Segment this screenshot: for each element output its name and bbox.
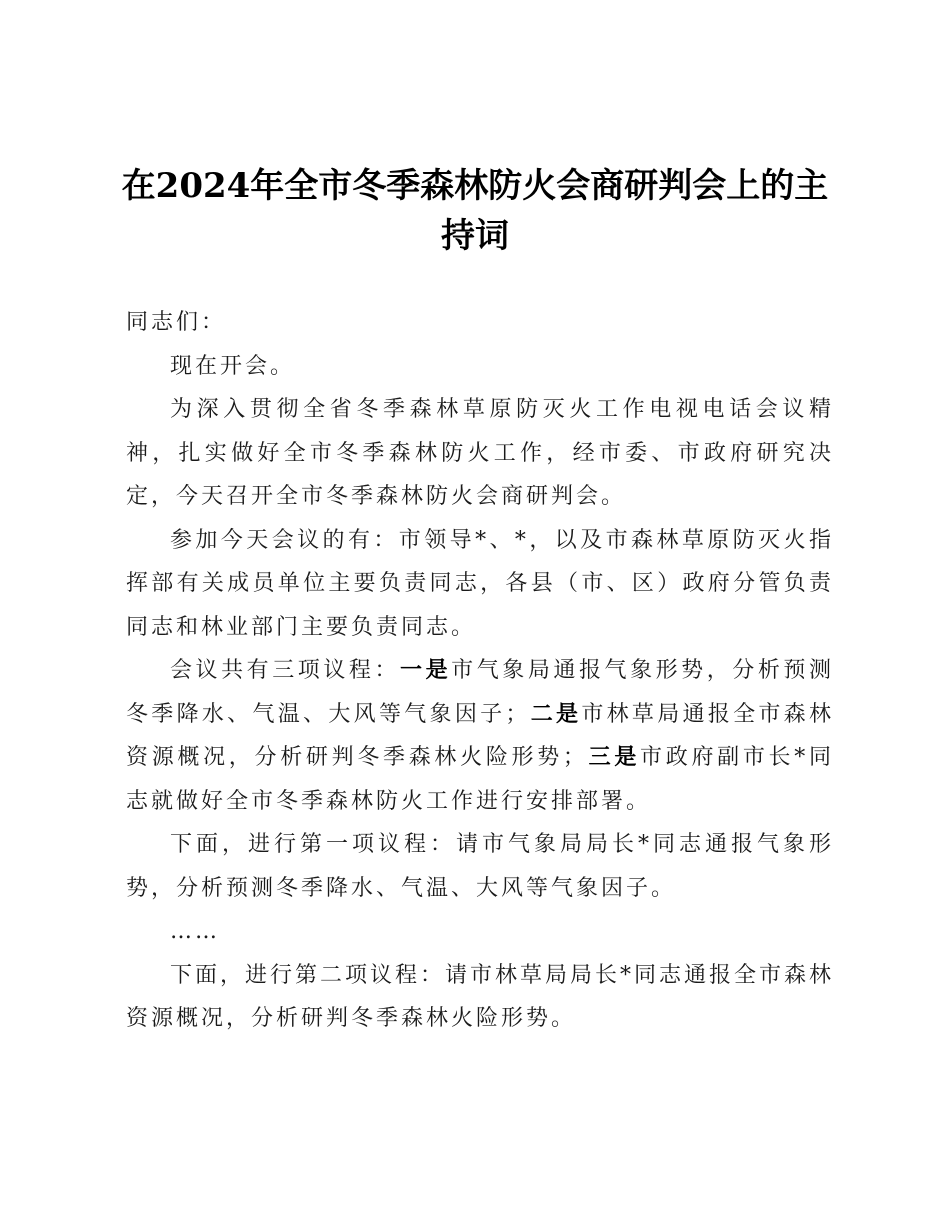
agenda-item-1-text: 市气象局通报气象形势，分析预测冬季降水、气温、大风等气象因子； [126,658,834,727]
agenda-item-3-text: 市政府副市长*同志就做好全市冬季森林防火工作进行安排部署。 [126,745,834,814]
agenda-item-2-text: 市林草局通报全市森林资源概况，分析研判冬季森林火险形势； [126,701,834,770]
paragraph-first-item: 下面，进行第一项议程：请市气象局局长*同志通报气象形势，分析预测冬季降水、气温、大风等气象因子。 [126,832,834,901]
document-body [126,301,834,1041]
agenda-item-2-label: 二是 [530,700,582,727]
agenda-item-1-label: 一是 [400,657,452,683]
salutation: 同志们： [126,310,227,335]
paragraph-attendees: 参加今天会议的有：市领导*、*，以及市森林草原防灭火指挥部有关成员单位主要负责同志，各县（市、区）政府分管负责同志和林业部门主要负责同志。 [126,527,834,640]
document-title: 在2024年全市冬季森林防火会商研判会上的主持词 [121,166,829,256]
paragraph-agenda [126,649,834,823]
paragraph-opening: 现在开会。 [170,353,296,379]
paragraph-second-item: 下面，进行第二项议程：请市林草局局长*同志通报全市森林资源概况，分析研判冬季森林火险形势。 [126,962,835,1031]
agenda-item-3-label: 三是 [587,744,641,770]
paragraph-purpose: 为深入贯彻全省冬季森林草原防灭火工作电视电话会议精神，扎实做好全市冬季森林防火工作，经市委、市政府研究决定，今天召开全市冬季森林防火会商研判会。 [126,397,834,509]
paragraph-ellipsis: …… [170,919,220,944]
agenda-lead: 会议共有三项议程： [170,658,401,683]
